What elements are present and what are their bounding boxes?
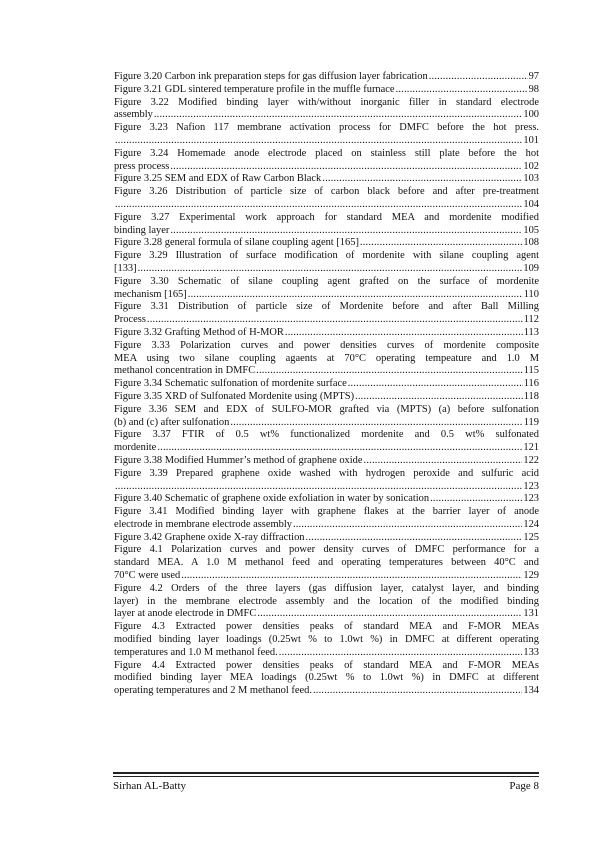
footer-rule-thick xyxy=(113,772,539,774)
toc-entry-last-line xyxy=(114,289,539,302)
toc-entry-line: Figure 4.3 Extracted power densities peaks of standard MEA and F-MOR MEAs xyxy=(114,621,539,633)
toc-entry-line: modified binding layer loadings (0.25wt % to 1.0wt %) in DMFC at different operating xyxy=(114,634,539,646)
toc-entry-line: Figure 3.27 Experimental work approach for standard MEA and mordenite modified xyxy=(114,211,539,223)
dot-leader xyxy=(355,391,523,404)
toc-entry-line: Figure 3.30 Schematic of silane coupling agent grafted on the surface of mordenite xyxy=(114,275,539,287)
toc-entry-title-end: methanol concentration in DMFC xyxy=(114,365,256,377)
toc-entry[interactable] xyxy=(114,532,539,545)
toc-entry-title-end: mordenite xyxy=(114,442,157,454)
toc-entry-title-end: mechanism [165] xyxy=(114,288,187,300)
toc-entry[interactable] xyxy=(114,493,539,506)
toc-page-number: 134 xyxy=(523,685,539,697)
toc-entry[interactable] xyxy=(114,544,539,582)
dot-leader xyxy=(429,71,528,84)
toc-entry-line: Figure 3.31 Distribution of particle size of Mordenite before and after Ball Milling xyxy=(114,301,539,313)
toc-page-number: 112 xyxy=(523,314,539,326)
toc-entry[interactable] xyxy=(114,378,539,391)
dot-leader xyxy=(181,570,522,583)
toc-page-number: 118 xyxy=(523,390,539,402)
toc-entry-title-end: operating temperatures and 2 M methanol feed. xyxy=(114,685,312,697)
toc-page-number: 102 xyxy=(523,160,539,172)
toc-entry[interactable] xyxy=(114,148,539,174)
toc-entry-title: Figure 3.35 XRD of Sulfonated Mordenite using (MPTS) xyxy=(114,390,355,402)
toc-entry[interactable] xyxy=(114,301,539,327)
toc-entry-last-line xyxy=(114,519,539,532)
toc-page-number: 123 xyxy=(523,493,539,505)
dot-leader xyxy=(322,173,522,186)
toc-page-number: 104 xyxy=(523,198,539,210)
toc-entry[interactable] xyxy=(114,583,539,621)
dot-leader xyxy=(360,237,522,250)
toc-entry[interactable] xyxy=(114,186,539,212)
dot-leader xyxy=(147,314,523,327)
toc-entry-line: Figure 3.22 Modified binding layer with/without inorganic filler in standard electrode xyxy=(114,96,539,108)
dot-leader xyxy=(170,161,522,174)
dot-leader xyxy=(313,685,522,698)
toc-entry-line: Figure 3.33 Polarization curves and power densities curves of mordenite composite xyxy=(114,339,539,351)
toc-entry[interactable] xyxy=(114,97,539,123)
toc-entry[interactable] xyxy=(114,276,539,302)
toc-entry-last-line xyxy=(114,199,539,212)
toc-page-number: 122 xyxy=(523,454,539,466)
toc-entry[interactable] xyxy=(114,84,539,97)
dot-leader xyxy=(157,442,522,455)
toc-entry-title: Figure 3.21 GDL sintered temperature profile in the muffle furnace xyxy=(114,83,395,95)
toc-entry-line: Figure 3.26 Distribution of particle size of carbon black before and after pre-treatment xyxy=(114,186,539,198)
toc-entry[interactable] xyxy=(114,212,539,238)
toc-entry-title: Figure 3.34 Schematic sulfonation of mordenite surface xyxy=(114,378,347,390)
toc-page-number: 123 xyxy=(523,480,539,492)
toc-entry[interactable] xyxy=(114,660,539,698)
toc-entry-title: Figure 3.40 Schematic of graphene oxide exfoliation in water by sonication xyxy=(114,493,430,505)
toc-page-number: 116 xyxy=(523,378,539,390)
toc-entry-last-line xyxy=(114,135,539,148)
toc-entry-line: Figure 4.4 Extracted power densities peaks of standard MEA and F-MOR MEAs xyxy=(114,659,539,671)
toc-entry-title: Figure 3.32 Grafting Method of H-MOR xyxy=(114,326,284,338)
toc-page-number: 101 xyxy=(523,134,539,146)
toc-entry-last-line xyxy=(114,685,539,698)
toc-entry-last-line xyxy=(114,161,539,174)
page-footer xyxy=(113,780,539,792)
toc-entry-last-line xyxy=(114,647,539,660)
dot-leader xyxy=(138,263,523,276)
footer-page-number: Page 8 xyxy=(509,780,539,792)
toc-entry-title-end: layer at anode electrode in DMFC xyxy=(114,608,257,620)
toc-entry-line: Figure 3.36 SEM and EDX of SULFO-MOR grafted via (MPTS) (a) before sulfonation xyxy=(114,403,539,415)
toc-entry-line: Figure 4.2 Orders of the three layers (gas diffusion layer, catalyst layer, and binding xyxy=(114,582,539,594)
list-of-figures xyxy=(114,71,539,698)
toc-entry[interactable] xyxy=(114,173,539,186)
toc-entry-line: Figure 3.37 FTIR of 0.5 wt% functionalized mordenite and 0.5 wt% sulfonated xyxy=(114,429,539,441)
toc-entry-title-end: binding layer xyxy=(114,224,170,236)
footer-author: Sirhan AL-Batty xyxy=(113,780,187,792)
dot-leader xyxy=(115,199,522,212)
toc-entry[interactable] xyxy=(114,468,539,494)
dot-leader xyxy=(396,84,528,97)
toc-entry[interactable] xyxy=(114,122,539,148)
toc-entry-title-end: Process xyxy=(114,314,146,326)
toc-page-number: 133 xyxy=(523,646,539,658)
toc-entry-title: Figure 3.20 Carbon ink preparation steps for gas diffusion layer fabrication xyxy=(114,71,428,82)
toc-entry-title: Figure 3.25 SEM and EDX of Raw Carbon Black xyxy=(114,173,322,185)
toc-entry-last-line xyxy=(114,314,539,327)
dot-leader xyxy=(170,225,522,238)
toc-entry[interactable] xyxy=(114,404,539,430)
dot-leader xyxy=(256,365,523,378)
toc-entry-last-line xyxy=(114,608,539,621)
dot-leader xyxy=(285,327,523,340)
toc-entry-title: Figure 3.28 general formula of silane coupling agent [165] xyxy=(114,237,359,249)
toc-entry-title-end: 70°C were used xyxy=(114,570,181,582)
toc-page-number: 129 xyxy=(523,570,539,582)
toc-entry-title-end: press process xyxy=(114,160,170,172)
toc-page-number: 103 xyxy=(523,173,539,185)
toc-entry-title-end: (b) and (c) after sulfonation xyxy=(114,416,230,428)
dot-leader xyxy=(115,481,522,494)
toc-entry-title-end: [133] xyxy=(114,262,137,274)
toc-page-number: 98 xyxy=(528,83,539,95)
toc-entry-last-line xyxy=(114,442,539,455)
dot-leader xyxy=(154,109,522,122)
toc-page-number: 125 xyxy=(523,531,539,543)
toc-entry-line: Figure 3.24 Homemade anode electrode placed on stainless still plate before the hot xyxy=(114,147,539,159)
toc-entry-line: Figure 3.41 Modified binding layer with graphene flakes at the barrier layer of anode xyxy=(114,506,539,518)
toc-entry-last-line xyxy=(114,263,539,276)
toc-entry-line: modified binding layer MEA loadings (0.25wt % to 1.0wt %) in DMFC at different xyxy=(114,672,539,684)
toc-page-number: 119 xyxy=(523,416,539,428)
toc-page-number: 115 xyxy=(523,365,539,377)
toc-entry-last-line xyxy=(114,365,539,378)
toc-entry-last-line xyxy=(114,109,539,122)
toc-page-number: 113 xyxy=(523,326,539,338)
toc-page-number: 131 xyxy=(523,608,539,620)
toc-entry-title-end: assembly xyxy=(114,109,153,121)
toc-entry-last-line xyxy=(114,570,539,583)
toc-entry-title-end: temperatures and 1.0 M methanol feed. xyxy=(114,646,278,658)
toc-page-number: 105 xyxy=(523,224,539,236)
toc-entry[interactable] xyxy=(114,327,539,340)
toc-entry[interactable] xyxy=(114,429,539,455)
toc-page-number: 121 xyxy=(523,442,539,454)
toc-entry-line: layer) in the membrane electrode assembly and the location of the modified binding xyxy=(114,595,539,607)
toc-entry[interactable] xyxy=(114,71,539,84)
toc-entry-line: Figure 3.23 Nafion 117 membrane activation process for DMFC before the hot press. xyxy=(114,122,539,134)
toc-page-number: 97 xyxy=(528,71,539,82)
toc-entry[interactable] xyxy=(114,237,539,250)
toc-entry-title-end: electrode in membrane electrode assembly xyxy=(114,518,292,530)
dot-leader xyxy=(188,289,523,302)
dot-leader xyxy=(115,135,522,148)
toc-entry-last-line xyxy=(114,417,539,430)
toc-page-number: 110 xyxy=(523,288,539,300)
toc-entry-title: Figure 3.38 Modified Hummer’s method of graphene oxide xyxy=(114,454,363,466)
toc-entry[interactable] xyxy=(114,340,539,378)
dot-leader xyxy=(348,378,523,391)
toc-entry-line: Figure 4.1 Polarization curves and power density curves of DMFC performance for a xyxy=(114,544,539,556)
toc-page-number: 108 xyxy=(523,237,539,249)
toc-entry-line: MEA using two silane coupling agaents at 70°C operating tempeature and 1.0 M xyxy=(114,352,539,364)
toc-entry[interactable] xyxy=(114,455,539,468)
toc-entry-line: standard MEA. A 1.0 M methanol feed and operating temperatures between 40°C and xyxy=(114,557,539,569)
toc-entry-last-line xyxy=(114,481,539,494)
toc-entry[interactable] xyxy=(114,391,539,404)
dot-leader xyxy=(364,455,523,468)
dot-leader xyxy=(306,532,523,545)
toc-entry-last-line xyxy=(114,225,539,238)
dot-leader xyxy=(279,647,523,660)
dot-leader xyxy=(430,493,522,506)
toc-entry-title: Figure 3.42 Graphene oxide X-ray diffraction xyxy=(114,531,305,543)
toc-page-number: 109 xyxy=(523,262,539,274)
toc-page-number: 124 xyxy=(523,518,539,530)
toc-entry[interactable] xyxy=(114,506,539,532)
footer-rule-thin xyxy=(113,776,539,777)
toc-entry[interactable] xyxy=(114,621,539,659)
toc-page-number: 100 xyxy=(523,109,539,121)
toc-entry-line: Figure 3.39 Prepared graphene oxide washed with hydrogen peroxide and sulfuric acid xyxy=(114,467,539,479)
toc-entry[interactable] xyxy=(114,250,539,276)
dot-leader xyxy=(257,608,522,621)
dot-leader xyxy=(293,519,522,532)
toc-entry-line: Figure 3.29 Illustration of surface modification of mordenite with silane coupling agent xyxy=(114,250,539,262)
dot-leader xyxy=(230,417,522,430)
